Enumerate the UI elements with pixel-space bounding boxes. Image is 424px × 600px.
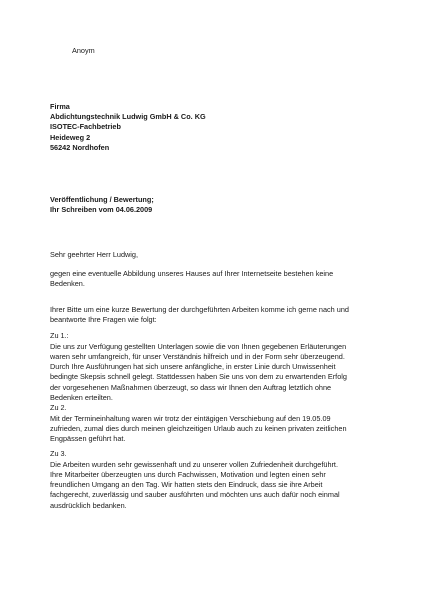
paragraph-line: der vorgesehenen Maßnahmen überzeugt, so dass wir Ihnen den Auftrag letztlich ohne	[50, 382, 332, 392]
paragraph-line: zufrieden, zumal dies durch meinen gleichzeitigen Urlaub auch zu keinen privaten zeitlichen	[50, 423, 347, 433]
paragraph-line: waren sehr umfangreich, für unser Verständnis hilfreich und in der Form sehr überzeugend.	[50, 351, 345, 361]
paragraph-line: Ihre Mitarbeiter überzeugten uns durch Fachwissen, Motivation und legten einen sehr	[50, 469, 326, 479]
paragraph-line: Die Arbeiten wurden sehr gewissenhaft und zu unserer vollen Zufriedenheit durchgeführt.	[50, 459, 338, 469]
request-paragraph	[50, 305, 390, 325]
answer-item-3	[50, 449, 390, 511]
paragraph-line: bedingte Skepsis schnell gelegt. Stattdessen haben Sie uns von dem zu erwartenden Erfolg	[50, 372, 347, 382]
subject-reference: Ihr Schreiben vom 04.06.2009	[50, 205, 153, 215]
recipient-address	[50, 102, 390, 153]
answer-heading: Zu 3.	[50, 449, 67, 458]
paragraph-line: freundlichen Umgang an den Tag. Wir hatten stets den Eindruck, dass sie ihre Arbeit	[50, 480, 323, 490]
answer-heading: Zu 2.	[50, 403, 67, 412]
answer-heading: Zu 1.:	[50, 331, 69, 340]
answer-item-1	[50, 331, 390, 403]
recipient-label: Firma	[50, 102, 70, 111]
paragraph-line: ausdrücklich bedanken.	[50, 500, 127, 510]
paragraph-line: Durch Ihre Ausführungen hat sich unsere anfängliche, in erster Linie durch Unwissenheit	[50, 362, 336, 372]
paragraph-line: Mit der Termineinhaltung waren wir trotz der eintägigen Verschiebung auf den 19.05.09	[50, 413, 331, 423]
recipient-street: Heideweg 2	[50, 132, 91, 142]
paragraph-line: Ihrer Bitte um eine kurze Bewertung der durchgeführten Arbeiten komme ich gerne nach und	[50, 305, 349, 314]
recipient-city: 56242 Nordhofen	[50, 142, 110, 152]
paragraph-line: Die uns zur Verfügung gestellten Unterlagen sowie die von Ihnen gegebenen Erläuterungen	[50, 341, 347, 351]
sender-name: Anoym	[72, 46, 95, 55]
paragraph-line: Bedenken.	[50, 279, 85, 289]
paragraph-line: beantworte Ihre Fragen wie folgt:	[50, 315, 157, 325]
recipient-business-type: ISOTEC-Fachbetrieb	[50, 122, 121, 132]
subject-line	[50, 195, 390, 215]
paragraph-line: Bedenken erteilten.	[50, 392, 113, 402]
answer-item-2	[50, 403, 390, 444]
recipient-company: Abdichtungstechnik Ludwig GmbH & Co. KG	[50, 112, 206, 122]
intro-paragraph	[50, 269, 390, 289]
paragraph-line: Engpässen geführt hat.	[50, 434, 126, 444]
subject-title: Veröffentlichung / Bewertung;	[50, 195, 154, 204]
paragraph-line: gegen eine eventuelle Abbildung unseres Hauses auf Ihrer Internetseite bestehen keine	[50, 269, 334, 278]
paragraph-line: fachgerecht, zuverlässig und sauber ausführten und möchten uns auch dafür noch einmal	[50, 490, 340, 500]
salutation: Sehr geehrter Herr Ludwig,	[50, 250, 139, 259]
